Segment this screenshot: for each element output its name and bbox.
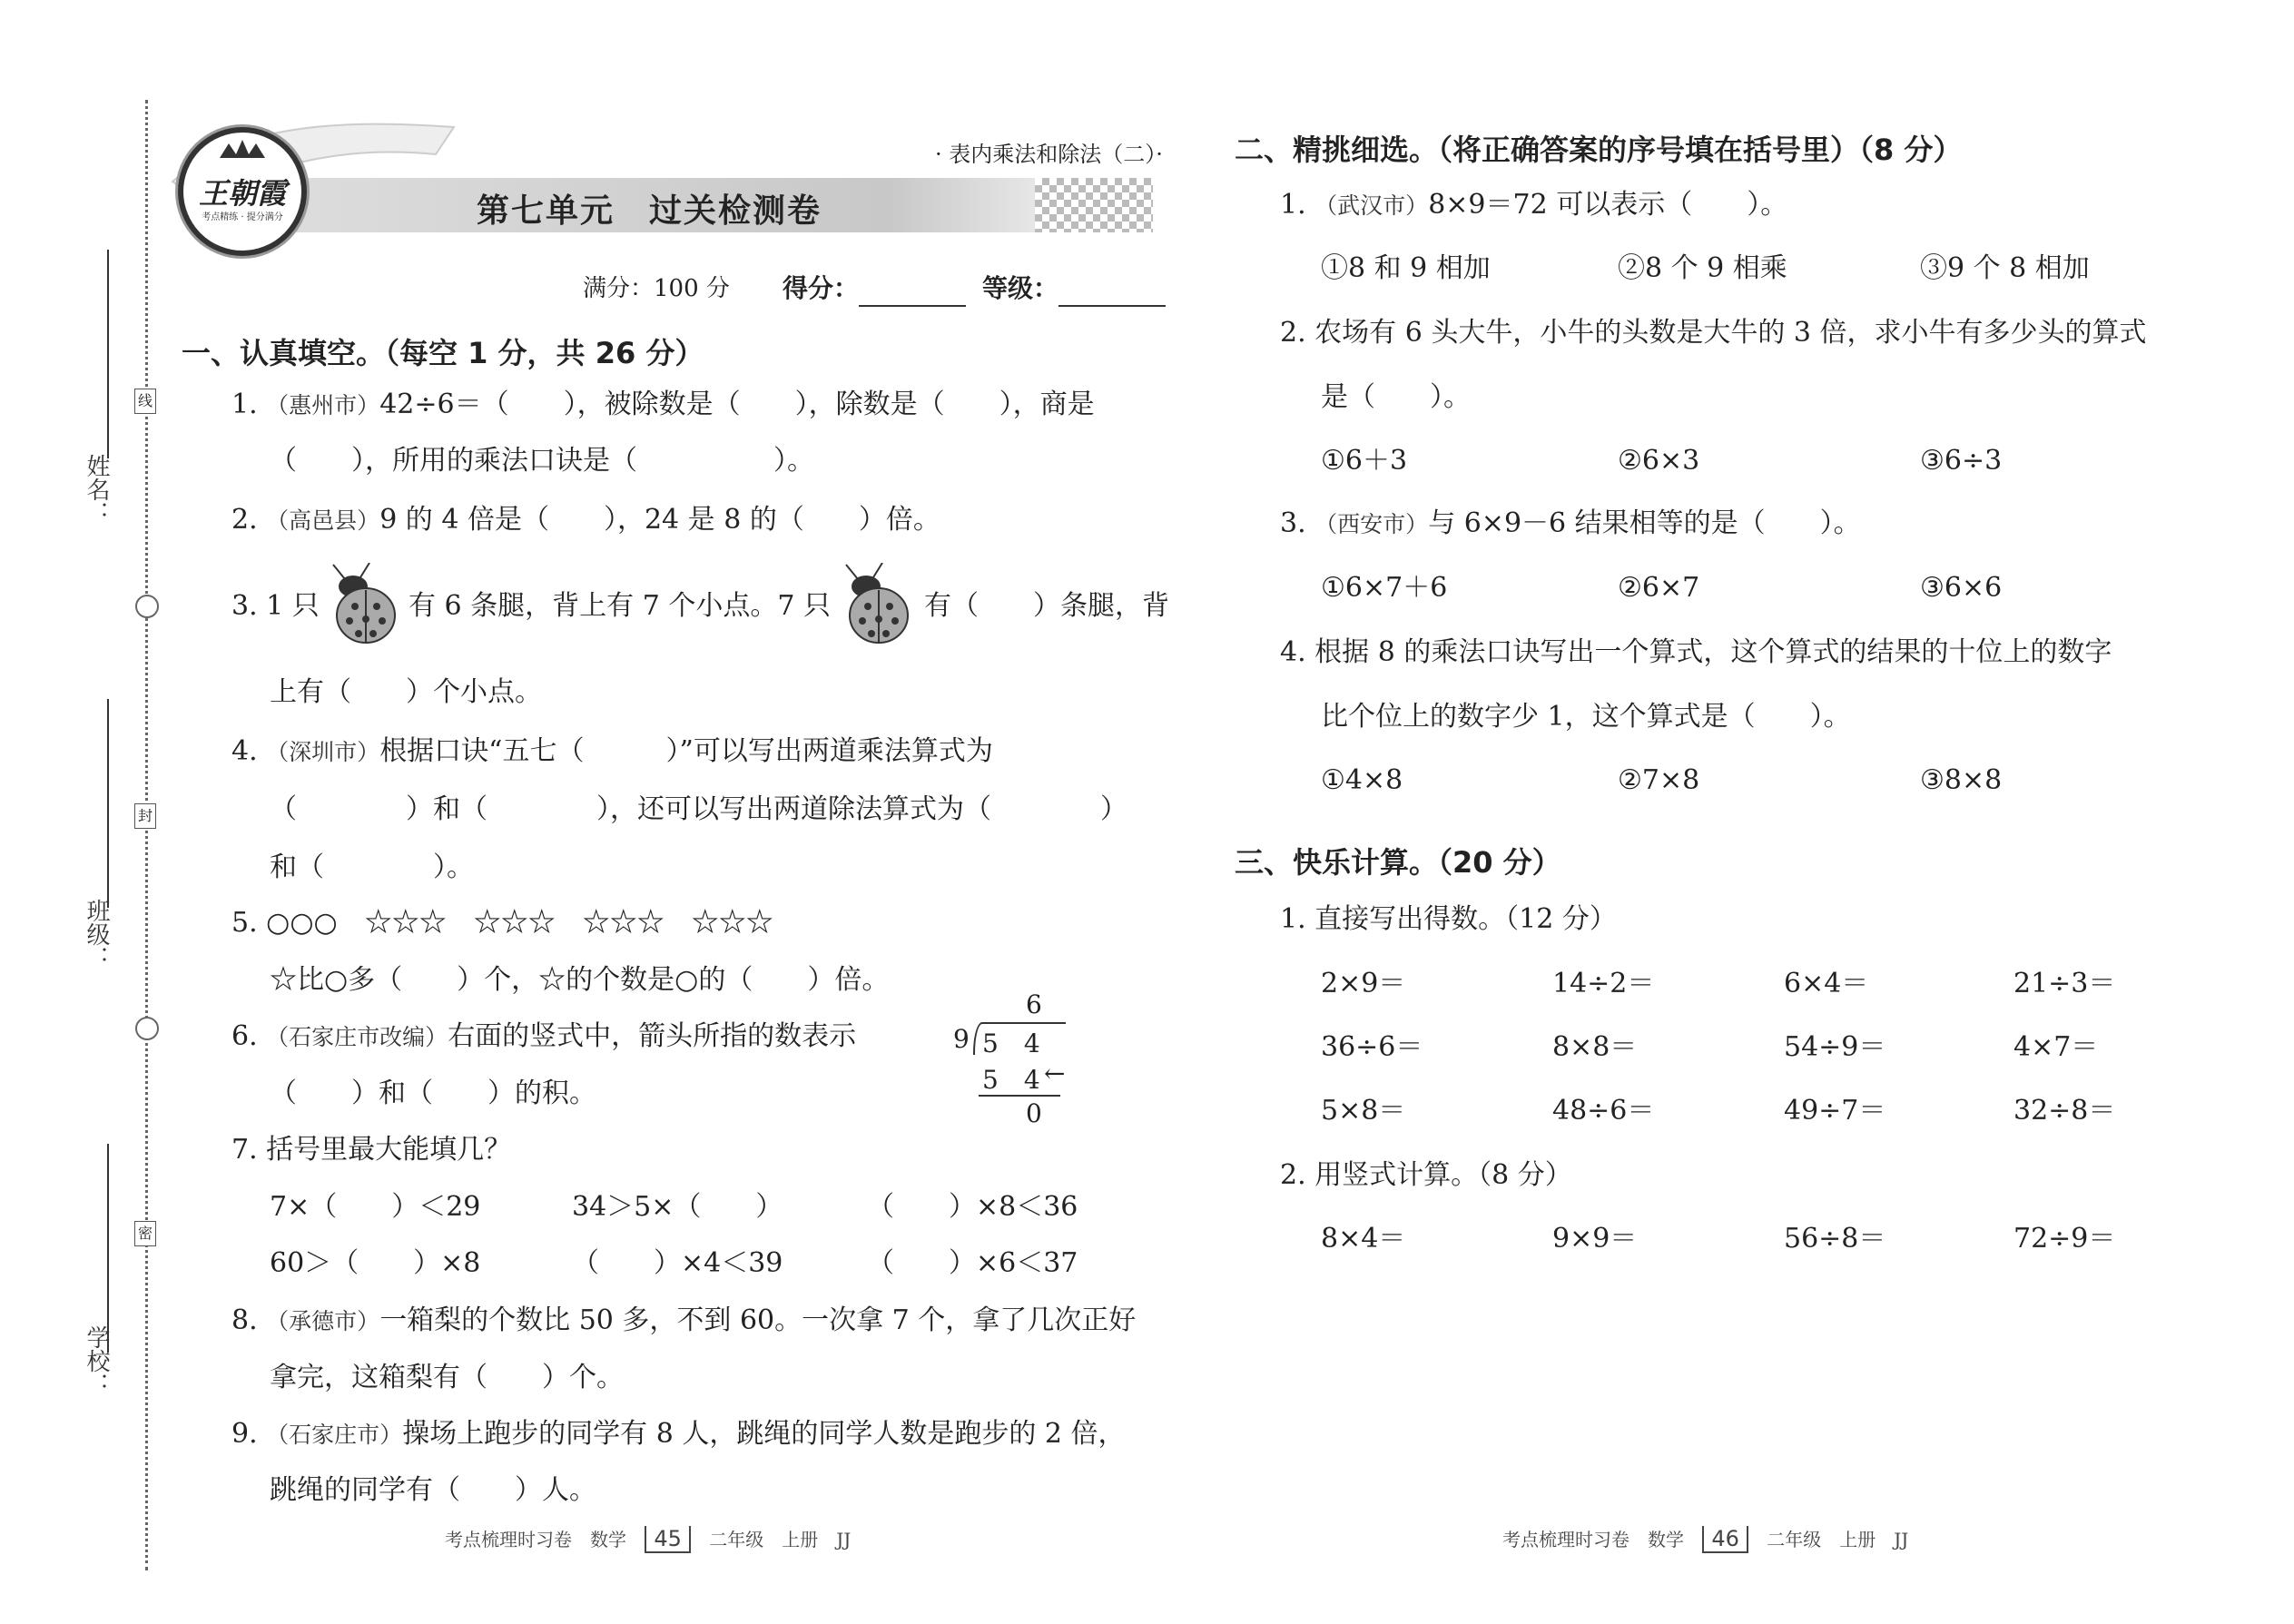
s2-q3-option[interactable]: ③6×6: [1920, 572, 2003, 604]
q1-line2: （ ），所用的乘法口诀是（ ）。: [270, 445, 814, 477]
s2-q4-option[interactable]: ③8×8: [1920, 764, 2003, 796]
s2-q3-option[interactable]: ②6×7: [1618, 572, 1700, 604]
direct-calc-item: 32÷8＝: [2013, 1095, 2116, 1127]
division-dividend: 5 4: [982, 1029, 1040, 1058]
division-remainder: 0: [1026, 1098, 1042, 1128]
q7-item: （ ）×8＜36: [867, 1191, 1078, 1223]
direct-calc-item: 21÷3＝: [2013, 968, 2116, 999]
q5-shapes: 5. ○○○ ☆☆☆ ☆☆☆ ☆☆☆ ☆☆☆: [231, 907, 773, 939]
direct-calc-item: 48÷6＝: [1552, 1095, 1655, 1127]
s2-q1-option[interactable]: ③9 个 8 相加: [1920, 252, 2090, 284]
q4-line3: 和（ ）。: [270, 851, 474, 883]
logo-text: 王朝霞: [198, 176, 286, 211]
name-label: 姓名：: [83, 454, 110, 525]
q3-line2: 上有（ ）个小点。: [270, 676, 542, 708]
score-blank[interactable]: [859, 280, 966, 307]
unit-subtitle: · 表内乘法和除法（二）·: [935, 142, 1163, 167]
full-score: 满分：100 分: [583, 275, 730, 302]
s2-q2-option[interactable]: ①6＋3: [1321, 445, 1408, 477]
q3-line1a: 3. 1 只: [231, 590, 320, 622]
seal-mark-feng: 封: [134, 803, 156, 829]
q9-line1: 9. （石家庄市）操场上跑步的同学有 8 人，跳绳的同学人数是跑步的 2 倍，: [231, 1418, 1126, 1450]
q3-line1c: 有（ ）条腿，背: [924, 590, 1169, 622]
footer-book: 考点梳理时习卷 数学: [1502, 1529, 1684, 1550]
school-label: 学校：: [83, 1325, 110, 1396]
section1-title: 一、认真填空。（每空 1 分，共 26 分）: [182, 336, 704, 370]
q8-line1: 8. （承德市）一箱梨的个数比 50 多，不到 60。一次拿 7 个，拿了几次正好: [231, 1304, 1137, 1336]
page-number: 46: [1702, 1526, 1748, 1553]
direct-calc-item: 2×9＝: [1321, 968, 1406, 999]
vertical-calc-item: 9×9＝: [1552, 1223, 1638, 1255]
page-number: 45: [645, 1526, 691, 1553]
division-product: 5 4: [982, 1065, 1040, 1095]
grade-field: [982, 271, 1166, 307]
s3-sub1: 1. 直接写出得数。（12 分）: [1280, 903, 1617, 935]
division-rule: [979, 1095, 1060, 1097]
q6-line1: 6. （石家庄市改编）右面的竖式中，箭头所指的数表示: [231, 1020, 857, 1052]
direct-calc-item: 8×8＝: [1552, 1031, 1638, 1063]
title-checker-pattern: [1035, 178, 1153, 232]
score-field: [783, 271, 966, 307]
long-division-figure: [953, 989, 1089, 1135]
s2-q1-option[interactable]: ①8 和 9 相加: [1321, 252, 1491, 284]
s2-q4-line2: 比个位上的数字少 1，这个算式是（ ）。: [1321, 701, 1851, 733]
section3-title: 三、快乐计算。（20 分）: [1235, 845, 1561, 880]
ladybug-icon: [322, 563, 404, 649]
q8-line2: 拿完，这箱梨有（ ）个。: [270, 1362, 624, 1393]
q7-title: 7. 括号里最大能填几？: [231, 1134, 512, 1166]
q7-item: （ ）×4＜39: [572, 1247, 783, 1279]
footer-book: 考点梳理时习卷 数学: [445, 1529, 626, 1550]
vertical-calc-item: 72÷9＝: [2013, 1223, 2116, 1255]
s2-q1-option[interactable]: ②8 个 9 相乘: [1618, 252, 1787, 284]
q2-line1: 2. （高邑县）9 的 4 倍是（ ），24 是 8 的（ ）倍。: [231, 504, 940, 536]
q3-line1b: 有 6 条腿，背上有 7 个小点。7 只: [409, 590, 831, 622]
vertical-calc-item: 56÷8＝: [1784, 1223, 1886, 1255]
class-blank[interactable]: [107, 699, 109, 908]
q4-line1: 4. （深圳市）根据口诀“五七（ ）”可以写出两道乘法算式为: [231, 735, 993, 767]
brand-logo: [178, 127, 307, 256]
s3-sub2: 2. 用竖式计算。（8 分）: [1280, 1159, 1572, 1191]
q7-item: 34＞5×（ ）: [572, 1191, 783, 1223]
footer-right: [1502, 1525, 1908, 1553]
vertical-calc-item: 8×4＝: [1321, 1223, 1406, 1255]
seal-mark-xian: 线: [134, 389, 156, 414]
binding-dotted-line: [145, 100, 148, 1570]
q9-line2: 跳绳的同学有（ ）人。: [270, 1474, 596, 1506]
q5-line2: ☆比○多（ ）个，☆的个数是○的（ ）倍。: [270, 964, 890, 996]
ladybug-icon: [835, 563, 917, 649]
direct-calc-item: 5×8＝: [1321, 1095, 1406, 1127]
s2-q3: 3. （西安市）与 6×9－6 结果相等的是（ ）。: [1280, 507, 1861, 539]
division-quotient: 6: [1026, 989, 1042, 1019]
binding-hole-icon: [135, 595, 159, 618]
q4-line2: （ ）和（ ），还可以写出两道除法算式为（ ）: [270, 793, 1127, 825]
s2-q2-line2: 是（ ）。: [1321, 381, 1471, 413]
s2-q4-option[interactable]: ①4×8: [1321, 764, 1403, 796]
section2-title: 二、精挑细选。（将正确答案的序号填在括号里）（8 分）: [1235, 133, 1963, 167]
score-label: 得分：: [783, 273, 860, 303]
arrow-left-icon: ←: [1044, 1058, 1066, 1088]
unit-title: 第七单元 过关检测卷: [477, 192, 822, 230]
direct-calc-item: 14÷2＝: [1552, 968, 1655, 999]
q7-item: 60＞（ ）×8: [270, 1247, 481, 1279]
footer-grade: 二年级 上册 JJ: [709, 1529, 852, 1550]
footer-left: [445, 1525, 851, 1553]
binding-hole-icon: [135, 1017, 159, 1040]
direct-calc-item: 36÷6＝: [1321, 1031, 1423, 1063]
q7-item: （ ）×6＜37: [867, 1247, 1078, 1279]
class-label: 班级：: [83, 899, 110, 969]
footer-grade: 二年级 上册 JJ: [1767, 1529, 1909, 1550]
q7-item: 7×（ ）＜29: [270, 1191, 481, 1223]
direct-calc-item: 4×7＝: [2013, 1031, 2099, 1063]
division-divisor: 9: [953, 1024, 970, 1054]
s2-q3-option[interactable]: ①6×7＋6: [1321, 572, 1448, 604]
s2-q2-option[interactable]: ②6×3: [1618, 445, 1700, 477]
q1-line1: 1. （惠州市）42÷6＝（ ），被除数是（ ），除数是（ ），商是: [231, 389, 1095, 420]
s2-q2-option[interactable]: ③6÷3: [1920, 445, 2003, 477]
direct-calc-item: 49÷7＝: [1784, 1095, 1886, 1127]
s2-q4-option[interactable]: ②7×8: [1618, 764, 1700, 796]
school-blank[interactable]: [107, 1144, 109, 1353]
logo-slogan: 考点精练 · 提分满分: [202, 212, 283, 222]
s2-q1: 1. （武汉市）8×9＝72 可以表示（ ）。: [1280, 189, 1788, 221]
name-blank[interactable]: [107, 250, 109, 458]
direct-calc-item: 6×4＝: [1784, 968, 1869, 999]
s2-q4-line1: 4. 根据 8 的乘法口诀写出一个算式，这个算式的结果的十位上的数字: [1280, 636, 2112, 668]
q6-line2: （ ）和（ ）的积。: [270, 1078, 596, 1109]
direct-calc-item: 54÷9＝: [1784, 1031, 1886, 1063]
grade-blank[interactable]: [1058, 280, 1166, 307]
seal-mark-mi: 密: [134, 1221, 156, 1246]
s2-q2-line1: 2. 农场有 6 头大牛，小牛的头数是大牛的 3 倍，求小牛有多少头的算式: [1280, 317, 2147, 349]
grade-label: 等级：: [982, 273, 1059, 303]
